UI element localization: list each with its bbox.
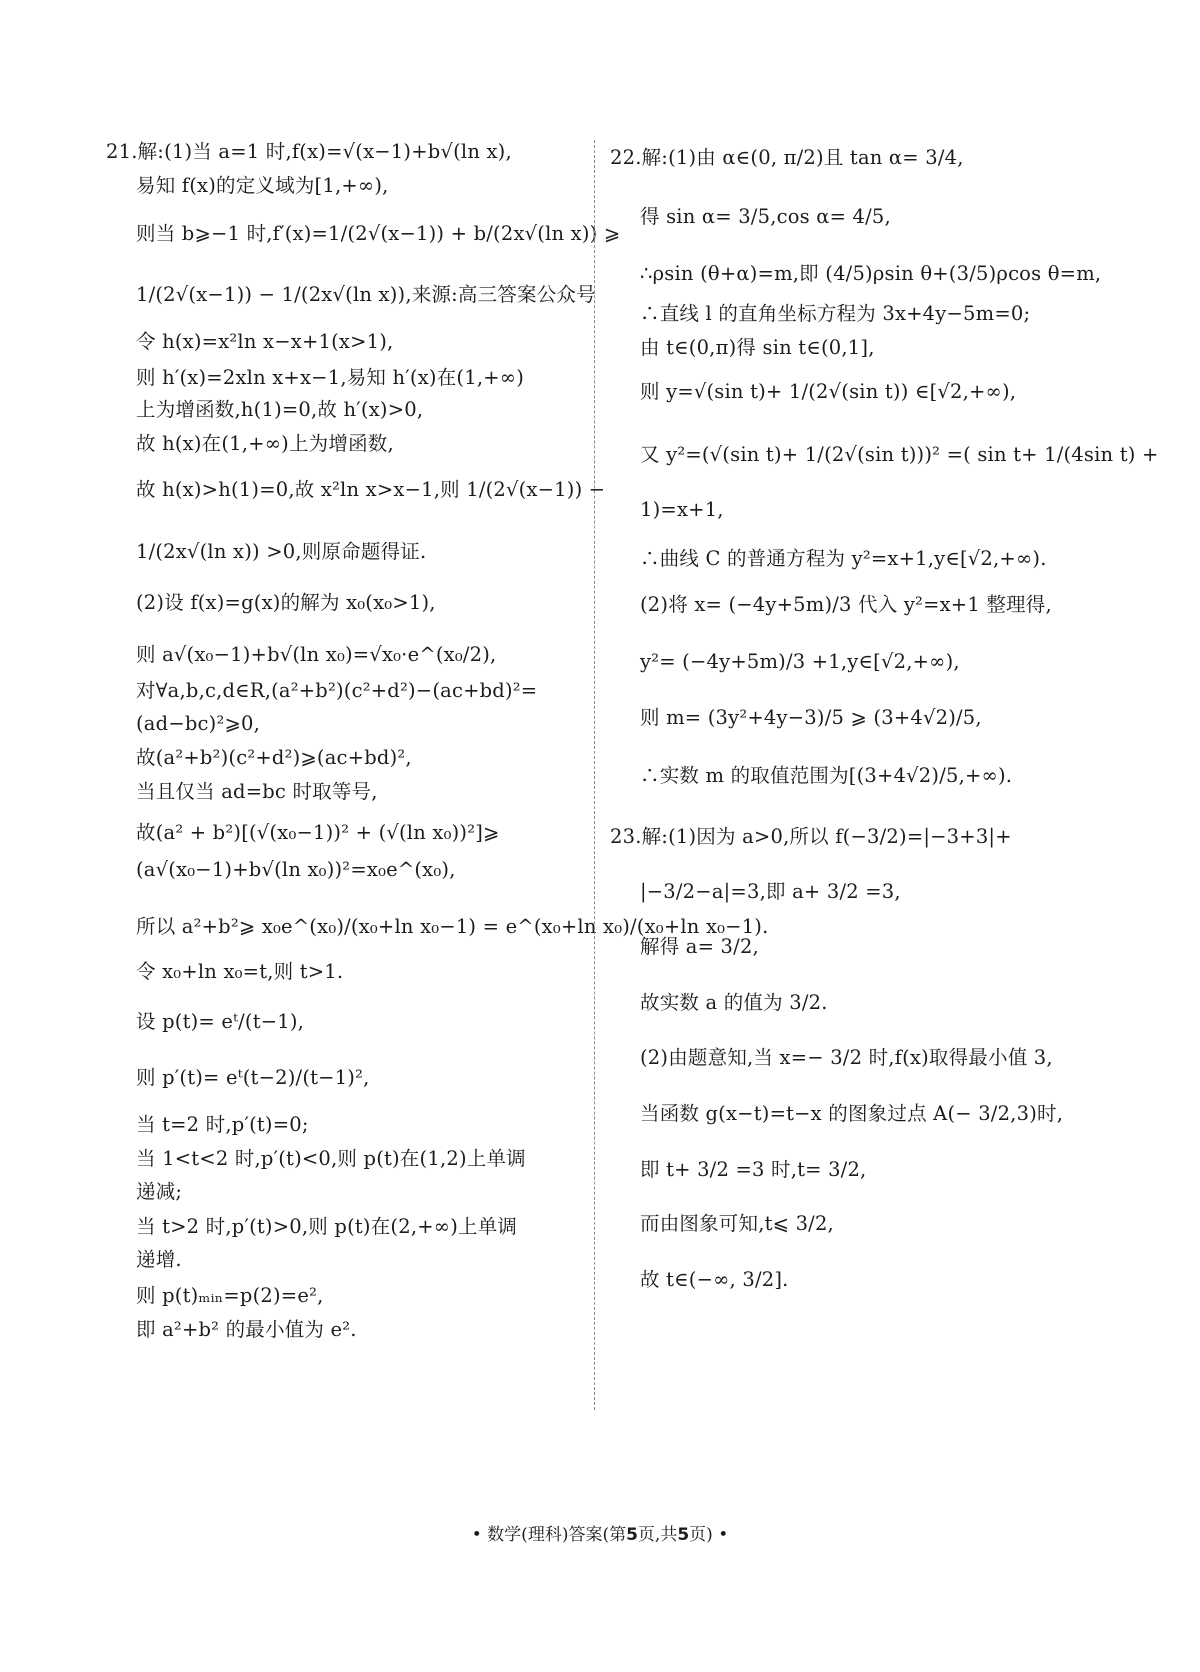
- text-line: 则当 b⩾−1 时,f′(x)=1/(2√(x−1)) + b/(2x√(ln x)) ⩾: [136, 222, 621, 245]
- text-line: 易知 f(x)的定义域为[1,+∞),: [136, 174, 389, 197]
- text-line: 上为增函数,h(1)=0,故 h′(x)>0,: [136, 398, 424, 421]
- text-line: ∴ρsin (θ+α)=m,即 (4/5)ρsin θ+(3/5)ρcos θ=m,: [640, 262, 1102, 285]
- text-line: 1/(2√(x−1)) − 1/(2x√(ln x)),来源:高三答案公众号: [136, 283, 596, 306]
- text-line: 递减;: [136, 1180, 183, 1203]
- text-line: 当 1<t<2 时,p′(t)<0,则 p(t)在(1,2)上单调: [136, 1147, 526, 1170]
- text-line: 故实数 a 的值为 3/2.: [640, 991, 828, 1014]
- text-line: 当函数 g(x−t)=t−x 的图象过点 A(− 3/2,3)时,: [640, 1102, 1064, 1125]
- column-divider: [594, 140, 595, 1410]
- text-line: 则 h′(x)=2xln x+x−1,易知 h′(x)在(1,+∞): [136, 366, 525, 389]
- text-line: 则 m= (3y²+4y−3)/5 ⩾ (3+4√2)/5,: [640, 706, 982, 729]
- text-line: y²= (−4y+5m)/3 +1,y∈[√2,+∞),: [640, 650, 960, 673]
- text-line: 令 x₀+ln x₀=t,则 t>1.: [136, 960, 344, 983]
- page-footer: [0, 1524, 1200, 1546]
- text-line: 22.解:(1)由 α∈(0, π/2)且 tan α= 3/4,: [610, 146, 964, 169]
- text-line: 21.解:(1)当 a=1 时,f(x)=√(x−1)+b√(ln x),: [106, 140, 512, 163]
- text-line: 则 a√(x₀−1)+b√(ln x₀)=√x₀·e^(x₀/2),: [136, 643, 497, 666]
- text-line: 当 t>2 时,p′(t)>0,则 p(t)在(2,+∞)上单调: [136, 1215, 518, 1238]
- text-line: |−3/2−a|=3,即 a+ 3/2 =3,: [640, 880, 901, 903]
- text-line: 当且仅当 ad=bc 时取等号,: [136, 780, 378, 803]
- text-line: 得 sin α= 3/5,cos α= 4/5,: [640, 205, 891, 228]
- text-line: 1/(2x√(ln x)) >0,则原命题得证.: [136, 540, 427, 563]
- text-line: ∴实数 m 的取值范围为[(3+4√2)/5,+∞).: [640, 764, 1013, 787]
- text-line: ∴直线 l 的直角坐标方程为 3x+4y−5m=0;: [640, 302, 1031, 325]
- text-line: 故(a² + b²)[(√(x₀−1))² + (√(ln x₀))²]⩾: [136, 821, 500, 844]
- text-line: (2)将 x= (−4y+5m)/3 代入 y²=x+1 整理得,: [640, 593, 1052, 616]
- text-line: 当 t=2 时,p′(t)=0;: [136, 1113, 309, 1136]
- footer-middle: 页,共: [637, 1525, 678, 1545]
- text-line: 解得 a= 3/2,: [640, 935, 759, 958]
- text-line: 则 p(t)ₘᵢₙ=p(2)=e²,: [136, 1284, 324, 1307]
- text-line: 而由图象可知,t⩽ 3/2,: [640, 1212, 834, 1235]
- text-line: 1)=x+1,: [640, 498, 724, 521]
- text-line: 故 t∈(−∞, 3/2].: [640, 1268, 789, 1291]
- text-line: 由 t∈(0,π)得 sin t∈(0,1],: [640, 336, 875, 359]
- text-line: 故 h(x)在(1,+∞)上为增函数,: [136, 432, 394, 455]
- text-line: 所以 a²+b²⩾ x₀e^(x₀)/(x₀+ln x₀−1) = e^(x₀+ln x₀)/(x₀+ln x₀−1).: [136, 915, 769, 938]
- footer-prefix: • 数学(理科)答案(第: [471, 1525, 627, 1545]
- text-line: 则 p′(t)= eᵗ(t−2)/(t−1)²,: [136, 1066, 370, 1089]
- text-line: 故(a²+b²)(c²+d²)⩾(ac+bd)²,: [136, 746, 412, 769]
- text-line: (2)设 f(x)=g(x)的解为 x₀(x₀>1),: [136, 591, 436, 614]
- footer-page-number: 5: [626, 1525, 638, 1545]
- text-line: 设 p(t)= eᵗ/(t−1),: [136, 1010, 305, 1033]
- text-line: 令 h(x)=x²ln x−x+1(x>1),: [136, 330, 394, 353]
- text-line: 即 t+ 3/2 =3 时,t= 3/2,: [640, 1158, 867, 1181]
- footer-suffix: 页) •: [689, 1525, 729, 1545]
- text-line: 即 a²+b² 的最小值为 e².: [136, 1318, 357, 1341]
- text-line: (a√(x₀−1)+b√(ln x₀))²=x₀e^(x₀),: [136, 858, 456, 881]
- text-line: (2)由题意知,当 x=− 3/2 时,f(x)取得最小值 3,: [640, 1046, 1053, 1069]
- footer-total-pages: 5: [677, 1525, 690, 1545]
- text-line: 递增.: [136, 1248, 182, 1271]
- text-line: 故 h(x)>h(1)=0,故 x²ln x>x−1,则 1/(2√(x−1)) −: [136, 478, 606, 501]
- text-line: ∴曲线 C 的普通方程为 y²=x+1,y∈[√2,+∞).: [640, 547, 1047, 570]
- text-line: (ad−bc)²⩾0,: [136, 712, 261, 735]
- text-line: 则 y=√(sin t)+ 1/(2√(sin t)) ∈[√2,+∞),: [640, 380, 1017, 403]
- text-line: 又 y²=(√(sin t)+ 1/(2√(sin t)))² =( sin t+ 1/(4sin t) +: [640, 443, 1159, 466]
- text-line: 对∀a,b,c,d∈R,(a²+b²)(c²+d²)−(ac+bd)²=: [136, 679, 538, 702]
- text-line: 23.解:(1)因为 a>0,所以 f(−3/2)=|−3+3|+: [610, 825, 1012, 848]
